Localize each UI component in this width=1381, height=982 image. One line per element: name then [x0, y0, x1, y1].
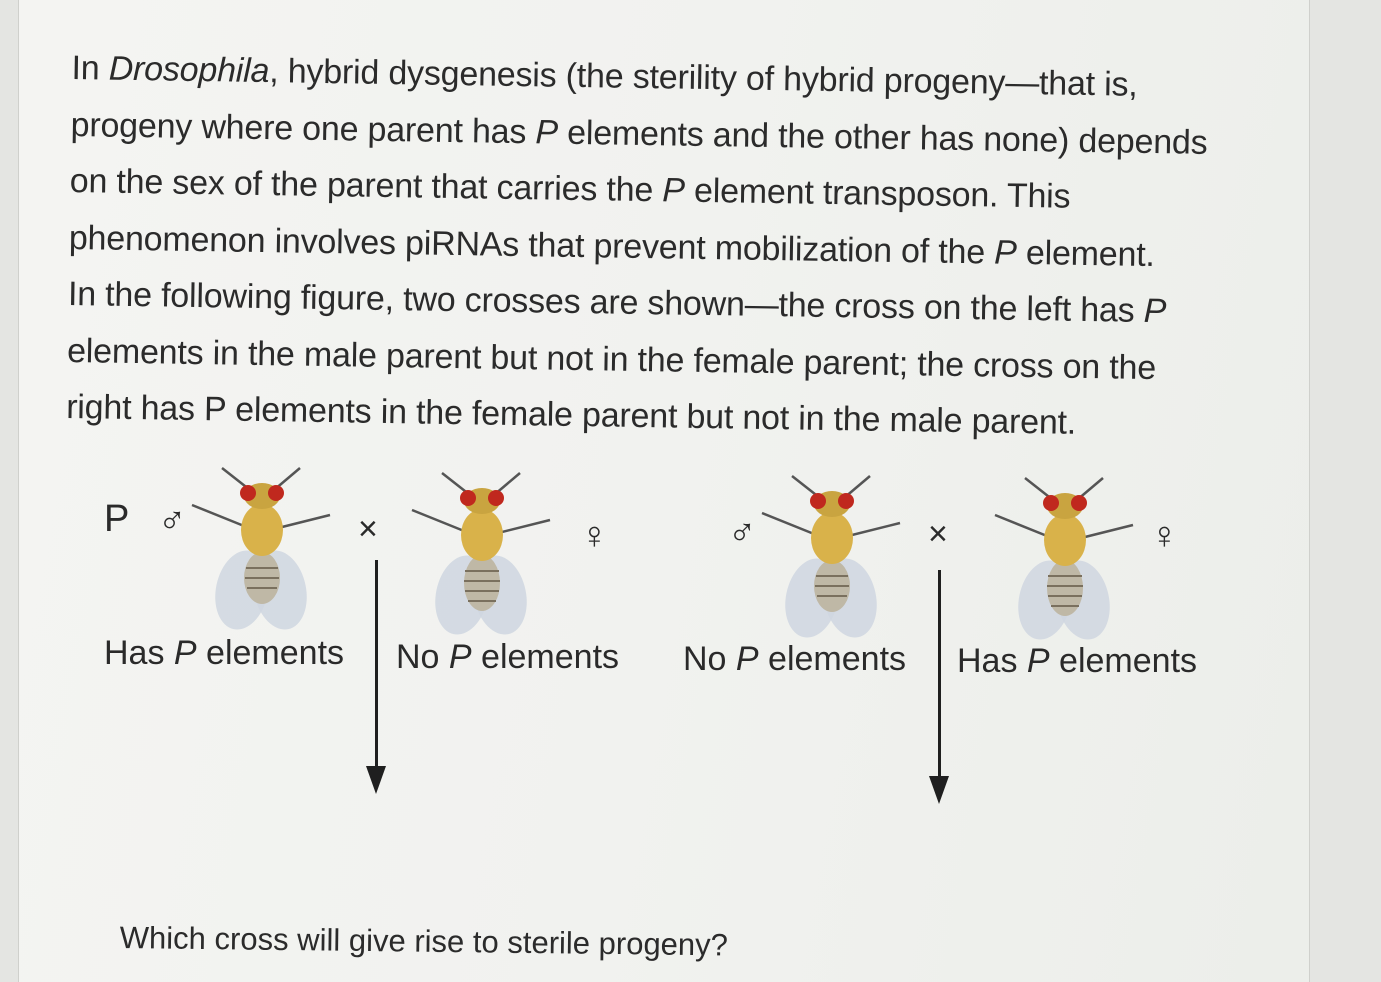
female-symbol: ♀ [1150, 515, 1179, 557]
paragraph-line: In the following figure, two crosses are shown—the cross on the left has P [67, 274, 1167, 331]
paragraph-line: In Drosophila, hybrid dysgenesis (the sterility of hybrid progeny—that is, [71, 48, 1138, 104]
male-symbol: ♂ [158, 500, 187, 542]
paragraph-line: right has P elements in the female parent but not in the male parent. [65, 387, 1077, 442]
fly-male-left-icon [182, 460, 342, 635]
left-female-label: No P elements [396, 638, 620, 676]
cross-symbol: × [928, 515, 948, 553]
question-prompt: Which cross will give rise to sterile progeny? [119, 920, 729, 963]
male-symbol: ♂ [728, 512, 757, 554]
paragraph-line: progeny where one parent has P elements and the other has none) depends [70, 105, 1208, 162]
cross-symbol: × [358, 510, 378, 548]
left-arrow-head [366, 766, 386, 794]
generation-label: P [104, 498, 130, 540]
right-cross-arrow [938, 570, 941, 780]
fly-female-right-icon [985, 470, 1145, 645]
left-male-label: Has P elements [104, 634, 345, 672]
right-female-label: Has P elements [957, 642, 1198, 680]
fly-female-left-icon [402, 465, 562, 640]
paragraph-line: phenomenon involves piRNAs that prevent mobilization of the P element. [68, 218, 1156, 274]
paragraph-line: elements in the male parent but not in the female parent; the cross on the [66, 331, 1157, 387]
right-arrow-head [929, 776, 949, 804]
paragraph-line: on the sex of the parent that carries the P element transposon. This [69, 161, 1071, 216]
right-male-label: No P elements [683, 640, 907, 678]
fly-male-right-icon [752, 468, 912, 643]
left-cross-arrow [375, 560, 378, 770]
female-symbol: ♀ [580, 515, 609, 557]
